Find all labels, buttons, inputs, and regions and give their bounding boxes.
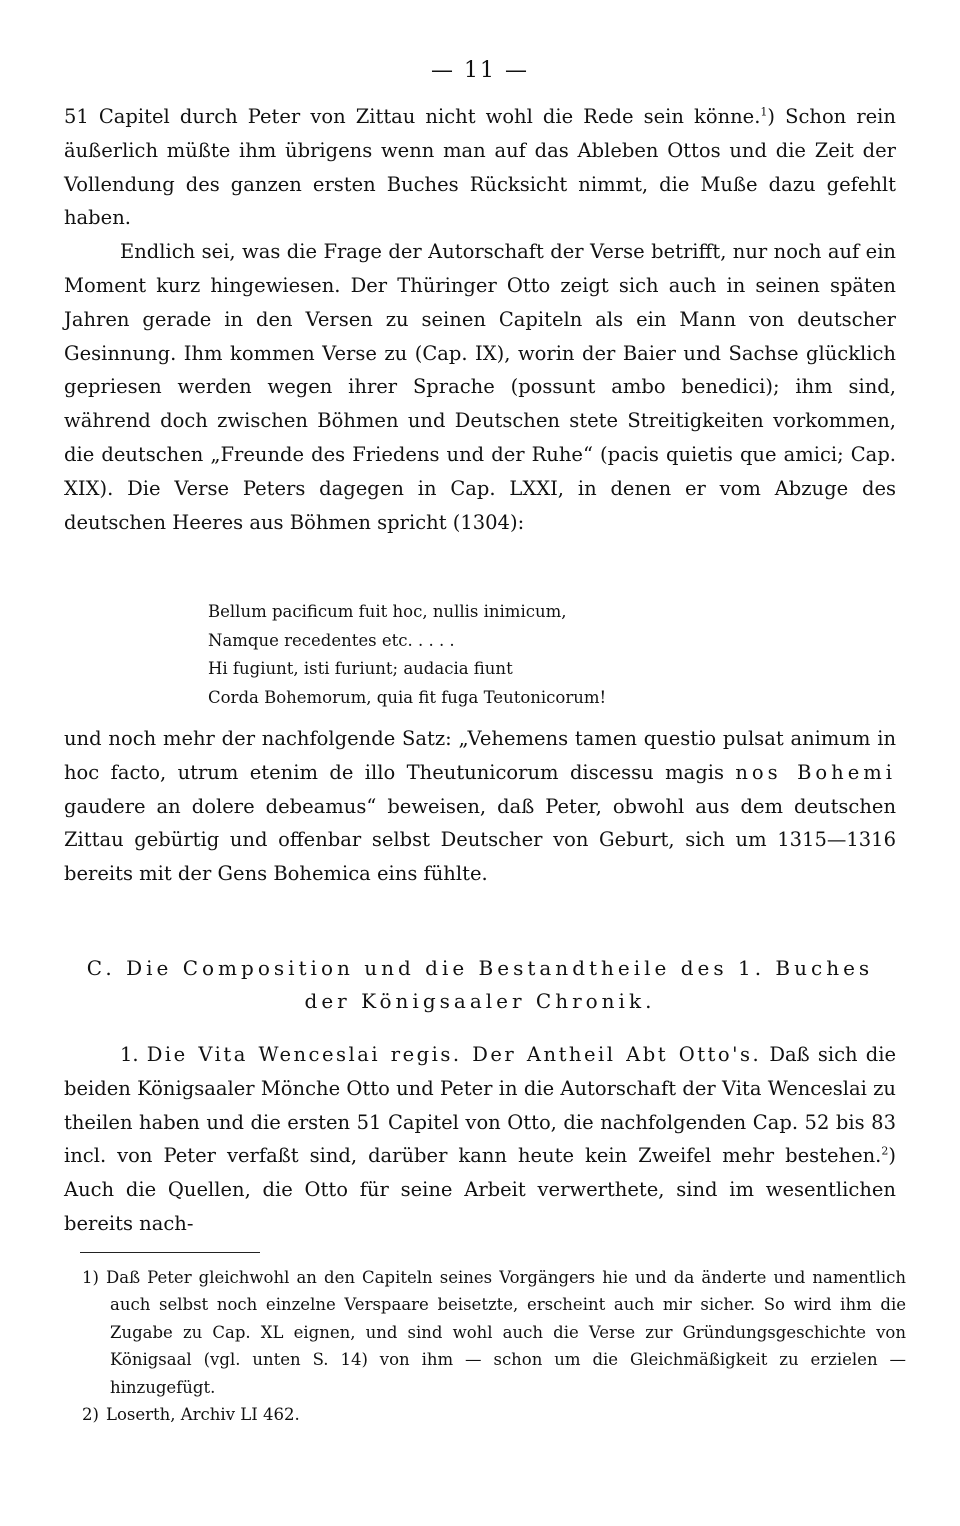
paragraph-3-after: gaudere an dolere debeamus“ beweisen, daß Peter, obwohl aus dem deutschen Zittau gebürtig und offenbar selbst Deutscher von Geburt, sich um 1315—1316 bereits mit der Gens Bohemica eins fühlte. (64, 794, 896, 886)
footnote-divider (80, 1252, 260, 1253)
section-heading-line-1: C. Die Composition und die Bestandtheile des 1. Buches (86, 956, 874, 980)
footnote-ref-2: 2 (881, 1144, 889, 1158)
subsection-number: 1. (120, 1043, 139, 1066)
subsection-1 (64, 1038, 896, 1241)
footnote-marker: 2) (82, 1405, 99, 1425)
footnote-1 (82, 1264, 906, 1401)
paragraph-3 (64, 722, 896, 891)
footnote-text: Daß Peter gleichwohl an den Capiteln seines Vorgängers hie und da änderte und namentlich auch selbst noch einzelne Verspaare beisetzte, erscheint auch mir sicher. So wird ihm die Zugabe zu Cap. XL eignen, und sind wohl auch die Verse zur Gründungsgeschichte von Königsaal (vgl. unten S. 14) von ihm — schon um die Gleichmäßigkeit zu erzielen — hinzugefügt. (106, 1268, 906, 1397)
footnote-2 (82, 1401, 906, 1428)
verse-line: Namque recedentes etc. . . . . (208, 630, 455, 650)
footnote-marker: 1) (82, 1268, 99, 1287)
latin-verse-quote (208, 598, 808, 712)
main-text-block (64, 100, 896, 539)
verse-line: Hi fugiunt, isti furiunt; audacia fiunt (208, 659, 513, 679)
paragraph-1 (64, 100, 896, 235)
verse-line: Corda Bohemorum, quia fit fuga Teutonicorum! (208, 687, 607, 707)
subsection-title: Die Vita Wenceslai regis. Der Antheil Abt Otto's. (146, 1043, 762, 1066)
paragraph-1-text: 51 Capitel durch Peter von Zittau nicht wohl die Rede sein könne. (64, 105, 761, 128)
footnote-text: Loserth, Archiv LI 462. (106, 1405, 300, 1425)
section-heading (64, 952, 896, 1018)
footnote-ref-1: 1 (760, 105, 768, 119)
page-number: — 11 — (431, 58, 529, 83)
subsection-text-a: Daß sich die beiden Königsaaler Mönche Otto und Peter in die Autorschaft der Vita Wenceslai zu theilen haben und die ersten 51 Capitel von Otto, die nachfolgenden Cap. 52 bis 83 incl. von Peter verfaßt sind, darüber kann heute kein Zweifel mehr bestehen. (64, 1043, 896, 1168)
paragraph-3-before: und noch mehr der nachfolgende Satz: „Vehemens tamen questio pulsat animum in hoc facto, utrum etenim de illo Theutunicorum discessu magis (64, 727, 896, 784)
footnotes (82, 1264, 906, 1428)
section-heading-line-2: der Königsaaler Chronik. (304, 989, 656, 1013)
paragraph-1-rest: ) Schon rein äußerlich müßte ihm übrigens wenn man auf das Ableben Ottos und die Zeit der Vollendung des ganzen ersten Buches Rücksicht nimmt, die Muße dazu gefehlt haben. (64, 105, 896, 230)
paragraph-3-spaced: nos Bohemi (735, 760, 896, 784)
subsection-text-b: ) Auch die Quellen, die Otto für seine Arbeit verwerthete, sind im wesentlichen bereits nach- (64, 1144, 896, 1235)
paragraph-2: Endlich sei, was die Frage der Autorschaft der Verse betrifft, nur noch auf ein Moment kurz hingewiesen. Der Thüringer Otto zeigt sich auch in seinen späten Jahren gerade in den Versen zu seinen Capiteln als ein Mann von deutscher Gesinnung. Ihm kommen Verse zu (Cap. IX), worin der Baier und Sachse glücklich gepriesen werden wegen ihrer Sprache (possunt ambo benedici); ihm sind, während doch zwischen Böhmen und Deutschen stete Streitigkeiten vorkommen, die deutschen „Freunde des Friedens und der Ruhe“ (pacis quietis que amici; Cap. XIX). Die Verse Peters dagegen in Cap. LXXI, in denen er vom Abzuge des deutschen Heeres aus Böhmen spricht (1304): (64, 240, 896, 534)
verse-line: Bellum pacificum fuit hoc, nullis inimicum, (208, 602, 567, 621)
